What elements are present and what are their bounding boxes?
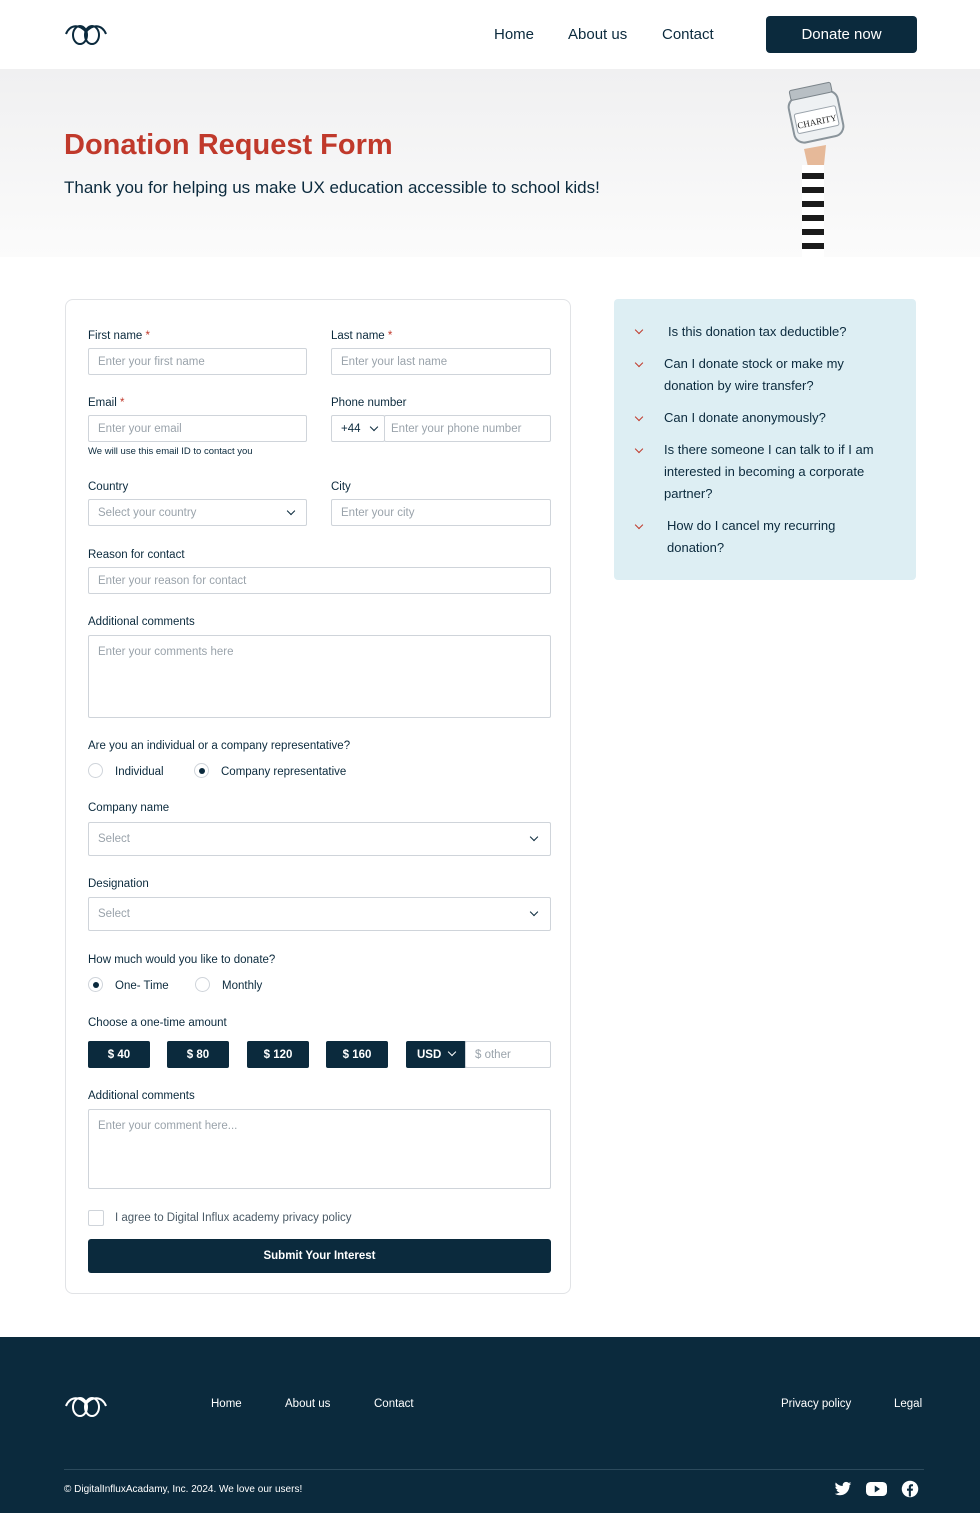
company-label: Company name: [88, 802, 170, 814]
page-title: Donation Request Form: [64, 129, 393, 161]
country-code-select[interactable]: +44: [331, 415, 385, 442]
chevron-down-icon: [635, 445, 643, 453]
privacy-checkbox[interactable]: [88, 1210, 104, 1226]
last-name-input[interactable]: Enter your last name: [331, 348, 551, 375]
amount-80-button[interactable]: $ 80: [167, 1041, 229, 1068]
phone-label: Phone number: [331, 397, 407, 409]
individual-radio[interactable]: [88, 763, 103, 778]
chevron-down-icon: [635, 413, 643, 421]
individual-radio-label: Individual: [115, 766, 164, 778]
twitter-icon[interactable]: [834, 1480, 852, 1498]
comments2-textarea[interactable]: Enter your comment here...: [88, 1109, 551, 1189]
chevron-down-icon: [635, 359, 643, 367]
rep-question: Are you an individual or a company representative?: [88, 740, 351, 752]
donation-question: How much would you like to donate?: [88, 954, 276, 966]
nav-home-link[interactable]: Home: [494, 26, 535, 43]
designation-select[interactable]: Select: [88, 897, 551, 931]
last-name-label: Last name *: [331, 330, 393, 342]
city-label: City: [331, 481, 351, 493]
chevron-down-icon: [635, 521, 643, 529]
chevron-down-icon: [448, 1048, 456, 1056]
facebook-icon[interactable]: [901, 1480, 919, 1498]
chevron-down-icon: [370, 423, 378, 431]
footer-privacy-link[interactable]: Privacy policy: [781, 1398, 852, 1410]
amount-label: Choose a one-time amount: [88, 1017, 227, 1029]
footer-divider: [64, 1469, 924, 1470]
email-input[interactable]: Enter your email: [88, 415, 307, 442]
email-label: Email *: [88, 397, 125, 409]
chevron-down-icon: [530, 908, 538, 916]
amount-40-button[interactable]: $ 40: [88, 1041, 150, 1068]
phone-input[interactable]: Enter your phone number: [384, 415, 551, 442]
company-rep-radio-label: Company representative: [221, 766, 347, 778]
other-amount-input[interactable]: $ other: [465, 1041, 551, 1068]
nav-about-link[interactable]: About us: [568, 26, 628, 43]
footer-home-link[interactable]: Home: [211, 1398, 242, 1410]
company-rep-radio[interactable]: [194, 763, 209, 778]
city-input[interactable]: Enter your city: [331, 499, 551, 526]
first-name-input[interactable]: Enter your first name: [88, 348, 307, 375]
chevron-down-icon: [635, 326, 643, 334]
footer-contact-link[interactable]: Contact: [374, 1398, 414, 1410]
country-select[interactable]: Select your country: [88, 499, 307, 526]
footer-about-link[interactable]: About us: [285, 1398, 331, 1410]
first-name-label: First name *: [88, 330, 151, 342]
comments-label: Additional comments: [88, 616, 195, 628]
brand-logo-icon[interactable]: [64, 20, 108, 46]
currency-select[interactable]: USD: [406, 1041, 466, 1068]
country-label: Country: [88, 481, 129, 493]
jar-label: CHARITY: [796, 112, 838, 131]
charity-jar-illustration: [780, 81, 852, 257]
copyright-text: © DigitalInfluxAcadamy, Inc. 2024. We love our users!: [64, 1484, 303, 1495]
comments2-label: Additional comments: [88, 1090, 195, 1102]
site-footer: [0, 1337, 980, 1513]
chevron-down-icon: [530, 833, 538, 841]
monthly-radio[interactable]: [195, 977, 210, 992]
one-time-radio-label: One- Time: [115, 980, 169, 992]
donation-form: [65, 299, 571, 1294]
company-select[interactable]: Select: [88, 822, 551, 856]
chevron-down-icon: [287, 507, 295, 515]
submit-button[interactable]: Submit Your Interest: [88, 1239, 551, 1273]
faq-item[interactable]: Can I donate anonymously?: [664, 410, 826, 425]
amount-120-button[interactable]: $ 120: [247, 1041, 309, 1068]
nav-contact-link[interactable]: Contact: [662, 26, 714, 43]
comments-textarea[interactable]: Enter your comments here: [88, 635, 551, 718]
reason-input[interactable]: Enter your reason for contact: [88, 567, 551, 594]
monthly-radio-label: Monthly: [222, 980, 263, 992]
faq-item[interactable]: Is there someone I can talk to if I am interested in becoming a corporate partner?: [664, 442, 874, 501]
hero-banner: [0, 69, 980, 257]
amount-160-button[interactable]: $ 160: [326, 1041, 388, 1068]
footer-legal-link[interactable]: Legal: [894, 1398, 923, 1410]
faq-item[interactable]: Can I donate stock or make my donation by wire transfer?: [664, 356, 844, 393]
brand-logo-icon[interactable]: [64, 1392, 108, 1418]
youtube-icon[interactable]: [866, 1480, 887, 1498]
one-time-radio[interactable]: [88, 977, 103, 992]
top-nav-bar: [0, 0, 980, 69]
faq-item[interactable]: How do I cancel my recurring donation?: [667, 518, 836, 555]
faq-item[interactable]: Is this donation tax deductible?: [668, 324, 847, 339]
faq-panel: [614, 299, 916, 580]
page-subtitle: Thank you for helping us make UX education accessible to school kids!: [64, 178, 600, 197]
privacy-checkbox-label: I agree to Digital Influx academy privacy policy: [115, 1212, 352, 1224]
donate-now-button[interactable]: Donate now: [766, 16, 917, 53]
designation-label: Designation: [88, 878, 149, 890]
reason-label: Reason for contact: [88, 549, 185, 561]
email-hint: We will use this email ID to contact you: [88, 446, 253, 457]
